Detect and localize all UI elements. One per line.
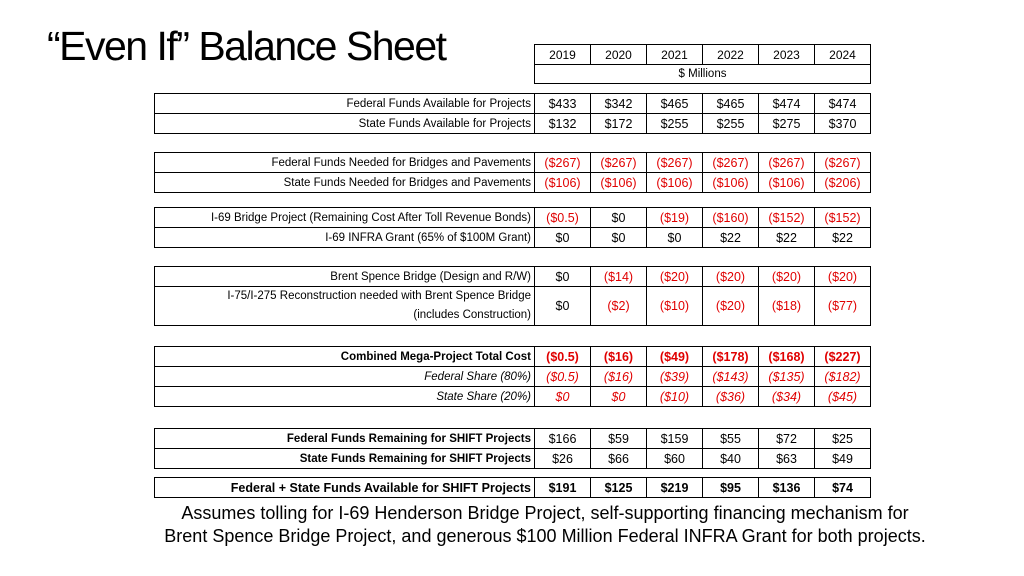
row-label: Federal Funds Needed for Bridges and Pavements <box>155 153 535 173</box>
value-cell: $0 <box>535 228 591 248</box>
value-cell: $22 <box>759 228 815 248</box>
value-cell: $59 <box>591 429 647 449</box>
value-cell: $0 <box>591 387 647 407</box>
value-cell: $63 <box>759 449 815 469</box>
funds-available-table <box>154 93 871 134</box>
value-cell: ($34) <box>759 387 815 407</box>
i69-project-table <box>154 207 871 248</box>
table-row <box>155 173 871 193</box>
row-label: Federal + State Funds Available for SHIFT Projects <box>155 478 535 498</box>
year-row <box>535 45 871 65</box>
value-cell: $370 <box>815 114 871 134</box>
row-label: Federal Share (80%) <box>155 367 535 387</box>
value-cell: ($0.5) <box>535 208 591 228</box>
value-cell: ($135) <box>759 367 815 387</box>
footnote-line: Brent Spence Bridge Project, and generous $100 Million Federal INFRA Grant for both projects. <box>164 526 926 546</box>
value-cell: $0 <box>535 287 591 326</box>
value-cell: ($20) <box>815 267 871 287</box>
value-cell: $132 <box>535 114 591 134</box>
value-cell: $74 <box>815 478 871 498</box>
value-cell: $191 <box>535 478 591 498</box>
value-cell: ($39) <box>647 367 703 387</box>
year-cell: 2019 <box>535 45 591 65</box>
mega-project-table <box>154 346 871 407</box>
value-cell: ($152) <box>759 208 815 228</box>
value-cell: ($0.5) <box>535 347 591 367</box>
value-cell: $255 <box>647 114 703 134</box>
value-cell: $0 <box>647 228 703 248</box>
value-cell: ($10) <box>647 287 703 326</box>
value-cell: ($14) <box>591 267 647 287</box>
value-cell: $136 <box>759 478 815 498</box>
value-cell: ($106) <box>591 173 647 193</box>
unit-label: $ Millions <box>535 65 871 84</box>
value-cell: $342 <box>591 94 647 114</box>
value-cell: $60 <box>647 449 703 469</box>
value-cell: ($10) <box>647 387 703 407</box>
row-label-line: (includes Construction) <box>413 309 531 321</box>
row-label: State Funds Remaining for SHIFT Projects <box>155 449 535 469</box>
value-cell: $55 <box>703 429 759 449</box>
value-cell: $433 <box>535 94 591 114</box>
value-cell: $49 <box>815 449 871 469</box>
value-cell: $22 <box>703 228 759 248</box>
value-cell: $95 <box>703 478 759 498</box>
table-row <box>155 478 871 498</box>
brent-spence-table <box>154 266 871 326</box>
value-cell: $474 <box>759 94 815 114</box>
value-cell: ($20) <box>759 267 815 287</box>
year-cell: 2024 <box>815 45 871 65</box>
footnote-line: Assumes tolling for I-69 Henderson Bridge Project, self-supporting financing mechanism for <box>181 503 909 523</box>
value-cell: ($77) <box>815 287 871 326</box>
table-row <box>155 347 871 367</box>
value-cell: $0 <box>591 228 647 248</box>
value-cell: $219 <box>647 478 703 498</box>
value-cell: ($106) <box>759 173 815 193</box>
table-row <box>155 287 871 326</box>
value-cell: ($168) <box>759 347 815 367</box>
value-cell: $66 <box>591 449 647 469</box>
value-cell: ($18) <box>759 287 815 326</box>
value-cell: ($160) <box>703 208 759 228</box>
value-cell: ($267) <box>535 153 591 173</box>
slide-title: “Even If” Balance Sheet <box>47 23 446 69</box>
year-cell: 2023 <box>759 45 815 65</box>
value-cell: $26 <box>535 449 591 469</box>
value-cell: ($106) <box>703 173 759 193</box>
footnote <box>100 502 990 548</box>
table-row <box>155 387 871 407</box>
value-cell: $22 <box>815 228 871 248</box>
value-cell: ($106) <box>647 173 703 193</box>
row-label: State Funds Available for Projects <box>155 114 535 134</box>
value-cell: ($206) <box>815 173 871 193</box>
value-cell: $0 <box>591 208 647 228</box>
row-label: State Funds Needed for Bridges and Pavements <box>155 173 535 193</box>
value-cell: $0 <box>535 267 591 287</box>
value-cell: ($267) <box>647 153 703 173</box>
value-cell: ($16) <box>591 367 647 387</box>
table-row <box>155 228 871 248</box>
year-header-table <box>534 44 871 84</box>
value-cell: ($267) <box>703 153 759 173</box>
value-cell: $159 <box>647 429 703 449</box>
row-label: I-69 INFRA Grant (65% of $100M Grant) <box>155 228 535 248</box>
value-cell: ($143) <box>703 367 759 387</box>
value-cell: ($227) <box>815 347 871 367</box>
value-cell: $172 <box>591 114 647 134</box>
table-row <box>155 94 871 114</box>
value-cell: $40 <box>703 449 759 469</box>
row-label: Federal Funds Available for Projects <box>155 94 535 114</box>
value-cell: ($0.5) <box>535 367 591 387</box>
value-cell: ($20) <box>703 267 759 287</box>
value-cell: $255 <box>703 114 759 134</box>
row-label: I-69 Bridge Project (Remaining Cost After Toll Revenue Bonds) <box>155 208 535 228</box>
value-cell: ($49) <box>647 347 703 367</box>
value-cell: $125 <box>591 478 647 498</box>
value-cell: ($178) <box>703 347 759 367</box>
value-cell: ($152) <box>815 208 871 228</box>
table-row <box>155 114 871 134</box>
value-cell: $72 <box>759 429 815 449</box>
row-label: State Share (20%) <box>155 387 535 407</box>
value-cell: $465 <box>703 94 759 114</box>
year-cell: 2020 <box>591 45 647 65</box>
value-cell: ($267) <box>815 153 871 173</box>
row-label: Combined Mega-Project Total Cost <box>155 347 535 367</box>
value-cell: ($36) <box>703 387 759 407</box>
value-cell: ($182) <box>815 367 871 387</box>
value-cell: ($19) <box>647 208 703 228</box>
value-cell: ($267) <box>759 153 815 173</box>
value-cell: $465 <box>647 94 703 114</box>
value-cell: $166 <box>535 429 591 449</box>
table-row <box>155 153 871 173</box>
shift-remaining-table <box>154 428 871 469</box>
year-cell: 2022 <box>703 45 759 65</box>
value-cell: ($2) <box>591 287 647 326</box>
table-row <box>155 449 871 469</box>
shift-total-table <box>154 477 871 498</box>
unit-row <box>535 65 871 84</box>
funds-needed-table <box>154 152 871 193</box>
value-cell: ($45) <box>815 387 871 407</box>
value-cell: ($267) <box>591 153 647 173</box>
table-row <box>155 367 871 387</box>
value-cell: $25 <box>815 429 871 449</box>
table-row <box>155 267 871 287</box>
row-label: Federal Funds Remaining for SHIFT Projects <box>155 429 535 449</box>
value-cell: $474 <box>815 94 871 114</box>
value-cell: ($20) <box>703 287 759 326</box>
year-cell: 2021 <box>647 45 703 65</box>
table-row <box>155 208 871 228</box>
table-row <box>155 429 871 449</box>
value-cell: $275 <box>759 114 815 134</box>
row-label-line: I-75/I-275 Reconstruction needed with Brent Spence Bridge <box>227 290 531 302</box>
row-label: Brent Spence Bridge (Design and R/W) <box>155 267 535 287</box>
row-label <box>155 287 535 326</box>
value-cell: ($16) <box>591 347 647 367</box>
value-cell: $0 <box>535 387 591 407</box>
value-cell: ($106) <box>535 173 591 193</box>
value-cell: ($20) <box>647 267 703 287</box>
